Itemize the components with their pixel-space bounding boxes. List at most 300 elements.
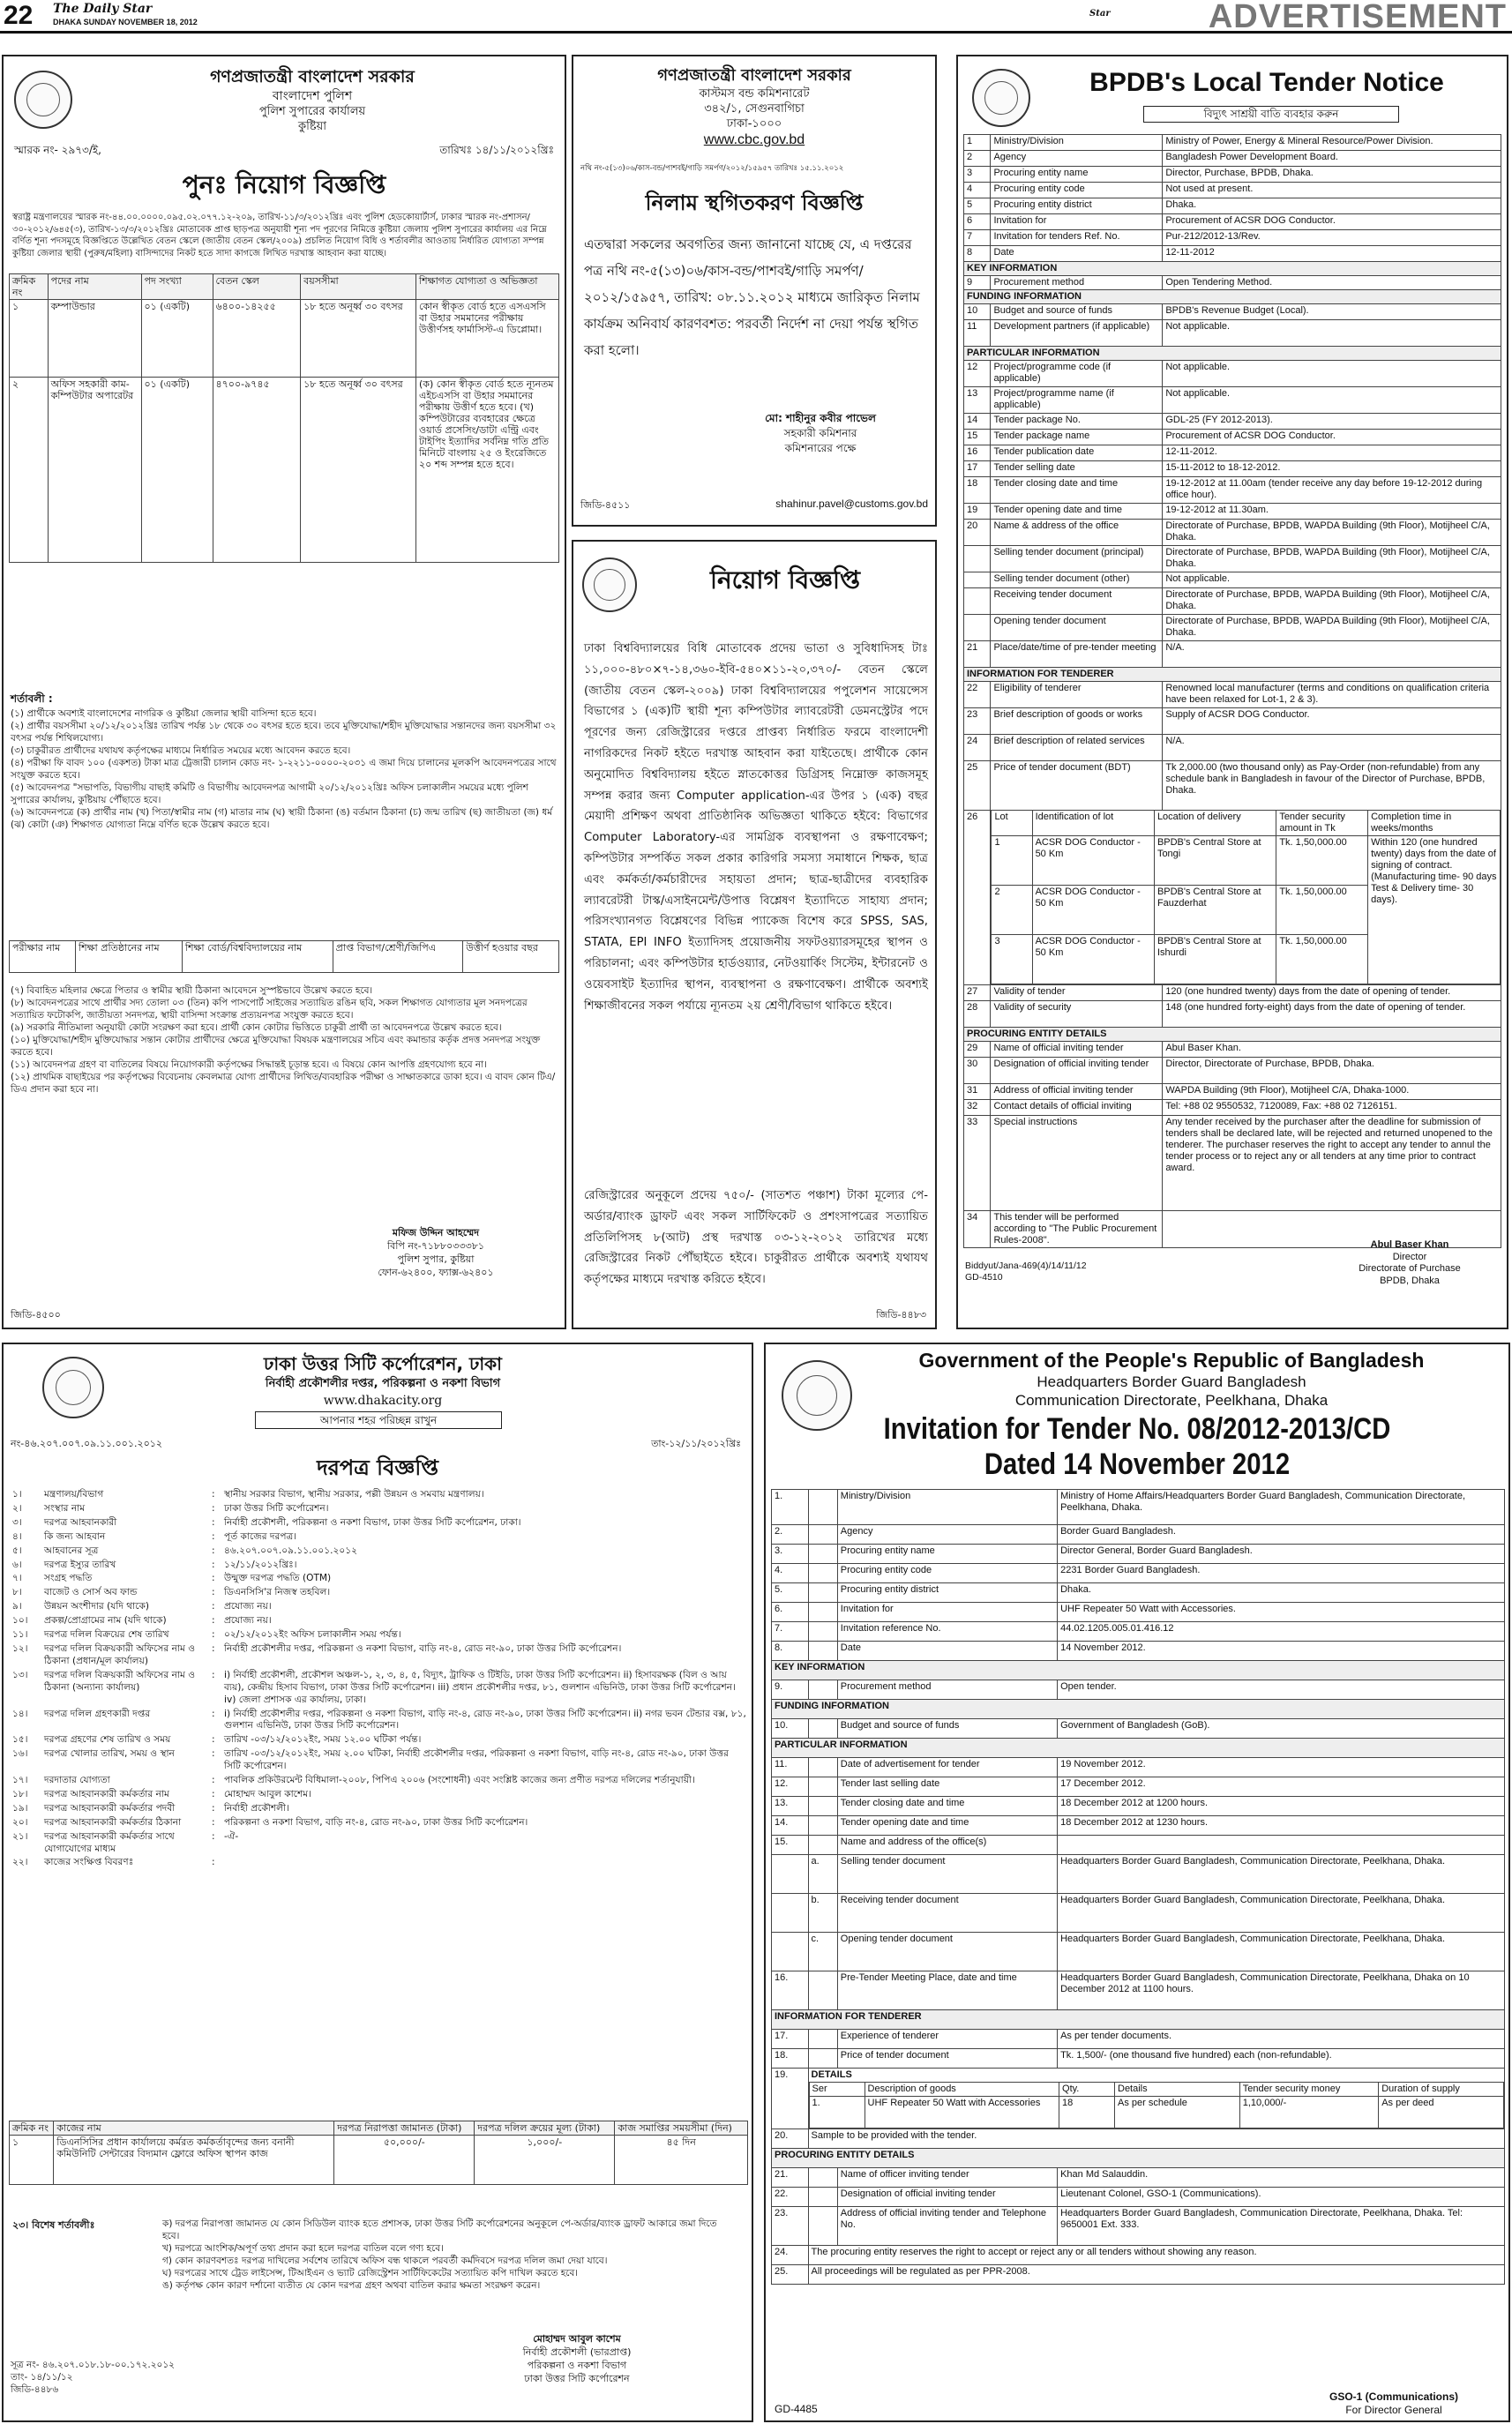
table-row bbox=[964, 151, 1501, 167]
cell: 16. bbox=[772, 1971, 809, 2010]
cell: 8. bbox=[772, 1642, 809, 1661]
bpdb-ref1: Biddyut/Jana-469(4)/14/11/12 bbox=[965, 1261, 1087, 1271]
cell: Description of goods bbox=[865, 2083, 1059, 2097]
item-no: ১২। bbox=[12, 1642, 28, 1654]
section-label: INFORMATION FOR TENDERER bbox=[964, 668, 1501, 682]
cell: Pre-Tender Meeting Place, date and time bbox=[837, 1971, 1057, 2010]
cell: 27 bbox=[964, 985, 991, 1001]
cell: 17 December 2012. bbox=[1058, 1777, 1505, 1797]
cell bbox=[808, 2188, 837, 2207]
cell: শিক্ষা বোর্ড/বিশ্ববিদ্যালয়ের নাম bbox=[182, 941, 333, 973]
cell: 10 bbox=[964, 304, 991, 320]
item-label: দরপত্র দলিল গ্রহণকারী দপ্তর bbox=[44, 1708, 151, 1719]
cell: Receiving tender document bbox=[991, 588, 1163, 615]
cell: Director General, Border Guard Bangladesh. bbox=[1058, 1545, 1505, 1564]
cell: Agency bbox=[837, 1525, 1057, 1545]
bpdb-refs bbox=[965, 1261, 1087, 1283]
table-row bbox=[964, 214, 1501, 230]
cell: 17. bbox=[772, 2030, 809, 2049]
cell: Invitation for tenders Ref. No. bbox=[991, 230, 1163, 246]
police-conditions-2 bbox=[11, 984, 558, 1096]
section-row bbox=[772, 2010, 1505, 2030]
bpdb-logo-icon bbox=[972, 69, 1030, 127]
table-row bbox=[772, 1545, 1505, 1564]
cell bbox=[808, 1777, 837, 1797]
cell: 1,10,000/- bbox=[1239, 2097, 1378, 2128]
dncc-foot-ref: সূত্র নং- ৪৬.২০৭.০১৮.১৮-০০.১৭২.২০১২ bbox=[11, 2360, 175, 2370]
list-item bbox=[12, 1831, 746, 1856]
cell: Not applicable. bbox=[1163, 320, 1501, 347]
cell: 7. bbox=[772, 1622, 809, 1642]
list-item bbox=[12, 1857, 746, 1869]
cell: 6 bbox=[964, 214, 991, 230]
table-row bbox=[964, 985, 1501, 1001]
list-item: (১২) প্রাথমিক বাছাইয়ের পর কর্তৃপক্ষের বিবেচনায় কেবলমাত্র যোগ্য প্রার্থীদের লিখিত/ব্যবহারিক পরীক্ষা ও সাক্ষাতকারে ডাকা হবে। এ বাবদ কোন টিএ/ডিএ প্রদান করা হবে না। bbox=[11, 1072, 556, 1095]
list-item bbox=[12, 1601, 746, 1613]
list-item bbox=[12, 1803, 746, 1815]
cell: Dhaka. bbox=[1058, 1583, 1505, 1603]
cell: 3 bbox=[992, 935, 1032, 984]
cell: 19. bbox=[772, 2069, 809, 2129]
cell: 2. bbox=[772, 1525, 809, 1545]
cell: 9. bbox=[772, 1680, 809, 1700]
section-row bbox=[964, 290, 1501, 304]
police-title4: কুষ্টিয়া bbox=[297, 120, 327, 133]
bgb-title2: Headquarters Border Guard Bangladesh bbox=[1037, 1373, 1306, 1390]
item-value: পরিকল্পনা ও নকশা বিভাগ, বাড়ি নং-৪, রোড নং-৯০, ঢাকা উত্তর সিটি কর্পোরেশন। bbox=[224, 1816, 528, 1828]
cell: 2231 Border Guard Bangladesh. bbox=[1058, 1564, 1505, 1583]
police-col-4: বয়সসীমা bbox=[301, 274, 416, 300]
table-row bbox=[964, 414, 1501, 430]
cell: 5. bbox=[772, 1583, 809, 1603]
cell: Not applicable. bbox=[1163, 572, 1501, 588]
cell: Sample to be provided with the tender. bbox=[808, 2129, 1504, 2149]
cell: Ser bbox=[809, 2083, 865, 2097]
item-no: ২১। bbox=[12, 1830, 28, 1842]
list-item bbox=[12, 1775, 746, 1787]
bgb-signature bbox=[1288, 2390, 1500, 2417]
item-colon: : bbox=[212, 1489, 215, 1500]
ad-bpdb-tender bbox=[956, 55, 1508, 1329]
table-row bbox=[10, 2136, 748, 2185]
cell: 5 bbox=[964, 198, 991, 214]
cell: BPDB's Revenue Budget (Local). bbox=[1163, 304, 1501, 320]
table-row bbox=[992, 836, 1501, 886]
table-row bbox=[964, 320, 1501, 347]
cell: Procuring entity district bbox=[837, 1583, 1057, 1603]
cell: Directorate of Purchase, BPDB, WAPDA Building (9th Floor), Motijheel C/A, Dhaka. bbox=[1163, 520, 1501, 546]
police-memo: স্মারক নং- ২৯৭৩/ই, bbox=[14, 144, 101, 156]
cell: 148 (one hundred forty-eight) days from the date of opening of tender. bbox=[1163, 1001, 1501, 1028]
table-row bbox=[772, 2168, 1505, 2188]
signatory-name: মো: শাহীনুর কবীর পাভেল bbox=[765, 412, 876, 424]
customs-body: এতদ্বারা সকলের অবগতির জন্য জানানো যাচ্ছে যে, এ দপ্তরের পত্র নথি নং-৫(১৩)০৬/কাস-বন্ড/পাশবই/গাড়ি সমর্পণ/২০১২/১৫৯৫৭, তারিখ: ০৮.১১.২০১২ মাধ্যমে জারিকৃত নিলাম কার্যক্রম অনিবার্য কারণবশত: পরবর্তী নির্দেশ না দেয়া পর্যন্ত স্থগিত করা হলো। bbox=[584, 236, 920, 358]
signatory-line: পরিকল্পনা ও নকশা বিভাগ bbox=[527, 2360, 627, 2371]
item-colon: : bbox=[212, 1816, 215, 1828]
cell: ACSR DOG Conductor - 50 Km bbox=[1032, 886, 1154, 935]
table-row bbox=[964, 430, 1501, 445]
list-item bbox=[12, 1560, 746, 1572]
table-row bbox=[964, 477, 1501, 504]
item-no: ১৮। bbox=[12, 1788, 28, 1799]
cell bbox=[808, 2069, 1504, 2129]
cell bbox=[808, 1836, 837, 1855]
list-item bbox=[12, 1789, 746, 1801]
list-item: (৯) সরকারি নীতিমালা অনুযায়ী কোটা সংরক্ষণ করা হবে। প্রার্থী কোন কোটার ভিত্তিতে চাকুরী প্রার্থী তা আবেদনপত্রে উল্লেখ করতে হবে। bbox=[11, 1022, 502, 1033]
cell: 25 bbox=[964, 761, 991, 811]
list-item: গ) কোন কারণবশতঃ দরপত্র দাখিলের সর্বশেষ তারিখে অফিস বন্ধ থাকলে পরবর্তী কর্মদিবসে দরপত্র দলিল জমা দেয়া যাবে। bbox=[162, 2256, 608, 2266]
item-value: ঢাকা উত্তর সিটি কর্পোরেশন। bbox=[224, 1502, 329, 1514]
item-no: ৭। bbox=[12, 1573, 22, 1584]
table-row bbox=[964, 361, 1501, 387]
section-label: PROCURING ENTITY DETAILS bbox=[772, 2149, 1505, 2168]
item-value: i) নির্বাহী প্রকৌশলীর দপ্তর, পরিকল্পনা ও নকশা বিভাগ, বাড়ি নং-৪, রোড নং-৯০, ঢাকা উত্তর সিটি কর্পোরেশন। ii) নগর ভবন টেন্ডার বক্স, ৮১, গুলশান এভিনিউ, ঢাকা উত্তর সিটি কর্পোরেশন। bbox=[224, 1708, 746, 1732]
ad-police-recruitment bbox=[2, 55, 566, 1329]
cell bbox=[808, 1758, 837, 1777]
table-row bbox=[964, 276, 1501, 290]
section-label: FUNDING INFORMATION bbox=[772, 1700, 1505, 1719]
table-row bbox=[772, 1797, 1505, 1816]
list-item bbox=[12, 1489, 746, 1501]
dncc-website[interactable]: www.dhakacity.org bbox=[323, 1394, 443, 1408]
dncc-logo-icon bbox=[42, 1357, 104, 1418]
ad-dncc-tender bbox=[2, 1343, 753, 2422]
table-row bbox=[964, 641, 1501, 668]
cell: Experience of tenderer bbox=[837, 2030, 1057, 2049]
item-value: ০২/১২/২০১২ইং অফিস চলাকালীন সময় পর্যন্ত। bbox=[224, 1629, 401, 1641]
item-no: ৪। bbox=[12, 1530, 22, 1542]
table-row bbox=[964, 246, 1501, 262]
cell bbox=[808, 1525, 837, 1545]
cell: 22 bbox=[964, 682, 991, 708]
cell: Directorate of Purchase, BPDB, WAPDA Building (9th Floor), Motijheel C/A, Dhaka. bbox=[1163, 546, 1501, 572]
ad-bgb-tender bbox=[764, 1343, 1510, 2422]
item-value: ১২/১১/২০১২খ্রিঃ। bbox=[224, 1559, 297, 1570]
cell: 20 bbox=[964, 520, 991, 546]
cell: Tk 2,000.00 (two thousand only) as Pay-Order (non-refundable) from any schedule bank in Bangladesh in favour of the Director of Purchase, BPDB, Dhaka. bbox=[1163, 761, 1501, 811]
cell bbox=[808, 2030, 837, 2049]
cell bbox=[808, 1564, 837, 1583]
star-mark: Star bbox=[1089, 9, 1111, 19]
cell: ৪৭০০-৯৭৪৫ bbox=[213, 378, 301, 563]
cell: Completion time in weeks/months bbox=[1368, 811, 1501, 836]
cell: 2 bbox=[964, 151, 991, 167]
item-value: প্রযোজ্য নয়। bbox=[224, 1615, 272, 1627]
item-value: পাবলিক প্রকিউরমেন্ট বিধিমালা-২০০৮, পিপিএ ২০০৬ (সংশোধনী) এবং সংশ্লিষ্ট কাজের জন্য প্রণীত দরপত্র দলিলের শর্তানুযায়ী। bbox=[224, 1775, 695, 1786]
page-header bbox=[0, 0, 1512, 34]
du-gd-ref: জিডি-৪৪৮৩ bbox=[876, 1309, 926, 1320]
cell: 21. bbox=[772, 2168, 809, 2188]
table-row bbox=[964, 572, 1501, 588]
cell: Opening tender document bbox=[837, 1933, 1057, 1971]
section-row bbox=[772, 1661, 1505, 1680]
signatory-name: মফিজ উদ্দিন আহম্মেদ bbox=[392, 1227, 480, 1238]
table-row bbox=[964, 461, 1501, 477]
cell: 10. bbox=[772, 1719, 809, 1739]
customs-website[interactable]: www.cbc.gov.bd bbox=[703, 132, 805, 147]
police-col-5: শিক্ষাগত যোগ্যতা ও অভিজ্ঞতা bbox=[416, 274, 559, 300]
cell bbox=[808, 1583, 837, 1603]
table-row bbox=[964, 445, 1501, 461]
cell: Special instructions bbox=[991, 1116, 1163, 1211]
item-value: নির্বাহী প্রকৌশলী, পরিকল্পনা ও নকশা বিভাগ, ঢাকা উত্তর সিটি কর্পোরেশন, ঢাকা। bbox=[224, 1516, 521, 1528]
cell: Budget and source of funds bbox=[991, 304, 1163, 320]
item-no: ৫। bbox=[12, 1545, 22, 1556]
table-row bbox=[772, 1933, 1505, 1971]
police-title3: পুলিশ সুপারের কার্যালয় bbox=[258, 105, 366, 118]
table-row bbox=[964, 708, 1501, 735]
cell: 29 bbox=[964, 1042, 991, 1058]
item-value: মোহাম্মদ আবুল কাশেম। bbox=[224, 1788, 311, 1799]
du-logo-icon bbox=[582, 557, 637, 612]
dncc-subtitle: নির্বাহী প্রকৌশলীর দপ্তর, পরিকল্পনা ও নকশা বিভাগ bbox=[265, 1377, 501, 1390]
cell: BPDB's Central Store at Tongi bbox=[1154, 836, 1276, 886]
cell: Headquarters Border Guard Bangladesh, Communication Directorate, Peelkhana, Dhaka. bbox=[1058, 1894, 1505, 1933]
table-row bbox=[964, 682, 1501, 708]
cell: 16 bbox=[964, 445, 991, 461]
police-post-table bbox=[9, 273, 559, 563]
cell: Project/programme code (if applicable) bbox=[991, 361, 1163, 387]
police-signature bbox=[321, 1226, 550, 1279]
cell: Date bbox=[991, 246, 1163, 262]
cell: 21 bbox=[964, 641, 991, 668]
table-row bbox=[964, 1084, 1501, 1100]
cell: ৪৫ দিন bbox=[615, 2136, 748, 2185]
item-label: বাজেট ও সোর্স অব ফান্ড bbox=[44, 1587, 138, 1598]
cell: Renowned local manufacturer (terms and conditions on qualification criteria have been relaxed for Lot-1, 2 & 3). bbox=[1163, 682, 1501, 708]
cell: ১৮ হতে অনূর্ধ্ব ৩০ বৎসর bbox=[301, 300, 416, 378]
cell: 11. bbox=[772, 1758, 809, 1777]
item-no: ১৭। bbox=[12, 1775, 28, 1786]
cell: Location of delivery bbox=[1154, 811, 1276, 836]
cell: Tender selling date bbox=[991, 461, 1163, 477]
table-row bbox=[964, 183, 1501, 198]
customs-email[interactable]: shahinur.pavel@customs.gov.bd bbox=[775, 498, 928, 510]
item-label: মন্ত্রণালয়/বিভাগ bbox=[44, 1489, 104, 1500]
list-item bbox=[12, 1709, 746, 1733]
cell bbox=[964, 546, 991, 572]
item-label: দরপত্র আহবানকারী কর্মকর্তার ঠিকানা bbox=[44, 1816, 182, 1828]
list-item: (১০) মুক্তিযোদ্ধা/শহীদ মুক্তিযোদ্ধার সন্তান কোটার প্রার্থীদের ক্ষেত্রে মুক্তিযোদ্ধা বিষয়ক মন্ত্রণালয়ের সচিব এবং কমান্ডার কর্তৃক প্রদত্ত সনদপত্র সংযুক্ত করতে হবে। bbox=[11, 1035, 541, 1058]
table-row bbox=[964, 387, 1501, 414]
table-row bbox=[809, 2083, 1503, 2097]
cell: 26 bbox=[964, 811, 991, 985]
section-label: PROCURING ENTITY DETAILS bbox=[964, 1028, 1501, 1042]
item-value: ৪৬.২০৭.০০৭.০৯.১১.০০১.২০১২ bbox=[224, 1545, 357, 1556]
cell: 1. bbox=[772, 1490, 809, 1525]
table-row bbox=[964, 1001, 1501, 1028]
table-row bbox=[772, 1603, 1505, 1622]
cell bbox=[808, 1680, 837, 1700]
police-edu-table bbox=[9, 940, 559, 973]
cell: Procurement of ACSR DOG Conductor. bbox=[1163, 430, 1501, 445]
cell: Dhaka. bbox=[1163, 198, 1501, 214]
cell: 12-11-2012 bbox=[1163, 246, 1501, 262]
cell: Invitation reference No. bbox=[837, 1622, 1057, 1642]
cell: Tender package No. bbox=[991, 414, 1163, 430]
item-label: সংগ্রহ পদ্ধতি bbox=[44, 1573, 93, 1584]
item-label: দরপত্র দলিল বিক্রয়কারী অফিসের নাম ও ঠিকানা (প্রধান/মূল কার্যালয়) bbox=[44, 1642, 196, 1666]
cell: ১৮ হতে অনূর্ধ্ব ৩০ বৎসর bbox=[301, 378, 416, 563]
cell: Opening tender document bbox=[991, 615, 1163, 641]
signatory-line: ফোন-৬২৪০০, ফ্যাক্স-৬২৪০১ bbox=[378, 1267, 494, 1278]
cell: 14 bbox=[964, 414, 991, 430]
cell: Tender opening date and time bbox=[991, 504, 1163, 520]
item-colon: : bbox=[212, 1587, 215, 1598]
cell: কম্পাউন্ডার bbox=[48, 300, 141, 378]
cell: Selling tender document (other) bbox=[991, 572, 1163, 588]
list-item bbox=[12, 1748, 746, 1773]
du-body2: রেজিস্ট্রারের অনুকূলে প্রদেয় ৭৫০/- (সাতশত পঞ্চাশ) টাকা মূল্যের পে-অর্ডার/ব্যাংক ড্রাফট এবং সকল সার্টিফিকেট ও প্রশংসাপত্রের সত্যায়িত প্রতিলিপিসহ ৮(আট) প্রস্থ দরখাস্ত ০৩-১২-২০১২ তারিখের মধ্যে রেজিস্ট্রারের নিকট পৌঁছাইতে হইবে। চাকুরীরত প্রার্থীকে অবশ্যই যথাযথ কর্তৃপক্ষের মাধ্যমে দরখাস্ত করিতে হইবে। bbox=[584, 1189, 928, 1287]
cell: পরীক্ষার নাম bbox=[10, 941, 76, 973]
item-colon: : bbox=[212, 1830, 215, 1842]
dncc-items bbox=[12, 1489, 746, 1871]
cell: Khan Md Salauddin. bbox=[1058, 2168, 1505, 2188]
signatory-line: ঢাকা উত্তর সিটি কর্পোরেশন bbox=[524, 2373, 630, 2384]
cell: 33 bbox=[964, 1116, 991, 1211]
cell: 15 bbox=[964, 430, 991, 445]
section-title: ADVERTISEMENT bbox=[1208, 0, 1507, 35]
cell: Tk. 1,500/- (one thousand five hundred) each (non-refundable). bbox=[1058, 2049, 1505, 2069]
cell: 4 bbox=[964, 183, 991, 198]
cell: Not applicable. bbox=[1163, 387, 1501, 414]
cell: 19-12-2012 at 11.00am (tender receive any day before 19-12-2012 during office hour). bbox=[1163, 477, 1501, 504]
signatory-line: বিপি নং-৭১৮৮০৩৩৩৮১ bbox=[386, 1240, 485, 1252]
cell: As per tender documents. bbox=[1058, 2030, 1505, 2049]
table-row bbox=[992, 811, 1501, 836]
police-date: তারিখঃ ১৪/১১/২০১২খ্রিঃ bbox=[439, 144, 554, 156]
list-item bbox=[12, 1573, 746, 1585]
cell: 18 December 2012 at 1230 hours. bbox=[1058, 1816, 1505, 1836]
police-title1: গণপ্রজাতন্ত্রী বাংলাদেশ সরকার bbox=[210, 67, 415, 86]
cell: Open Tendering Method. bbox=[1163, 276, 1501, 290]
cell: Tk. 1,50,000.00 bbox=[1276, 836, 1368, 886]
cell bbox=[1058, 1836, 1505, 1855]
item-no: ১১। bbox=[12, 1629, 28, 1641]
cell: 15. bbox=[772, 1836, 809, 1855]
item-no: ১৯। bbox=[12, 1802, 28, 1814]
cell: Headquarters Border Guard Bangladesh, Communication Directorate, Peelkhana, Dhaka. bbox=[1058, 1855, 1505, 1894]
dncc-date: তাং-১২/১১/২০১২খ্রিঃ bbox=[651, 1438, 741, 1449]
table-row bbox=[772, 1971, 1505, 2010]
cell: GDL-25 (FY 2012-2013). bbox=[1163, 414, 1501, 430]
cell: 34 bbox=[964, 1211, 991, 1248]
table-row bbox=[772, 2049, 1505, 2069]
section-row bbox=[964, 262, 1501, 276]
cell: Tk. 1,50,000.00 bbox=[1276, 886, 1368, 935]
cell: 14. bbox=[772, 1816, 809, 1836]
table-row bbox=[964, 546, 1501, 572]
item-label: দরপত্র খোলার তারিখ, সময় ও স্থান bbox=[44, 1748, 175, 1760]
cell: 13 bbox=[964, 387, 991, 414]
bgb-title3: Communication Directorate, Peelkhana, Dhaka bbox=[1014, 1392, 1329, 1409]
item-no: ৩। bbox=[12, 1516, 22, 1528]
cell: 12 bbox=[964, 361, 991, 387]
cell: Ministry/Division bbox=[837, 1490, 1057, 1525]
list-item: (৩) চাকুরীরত প্রার্থীদের যথাযথ কর্তৃপক্ষের মাধ্যমে নির্ধারিত সময়ের মধ্যে আবেদন করতে হবে। bbox=[11, 745, 351, 756]
item-value: i) নির্বাহী প্রকৌশলী, প্রকৌশল অঞ্চল-১, ২, ৩, ৪, ৫, বিদ্যুৎ, ট্রাফিক ও টিইডি, ঢাকা উত্তর সিটি কর্পোরেশন। ii) হিসাবরক্ষক (বিল ও আয় ব্যয়), কেন্দ্রীয় হিসাব বিভাগ, ঢাকা উত্তর সিটি কর্পোরেশন। iii) প্রধান প্রকৌশলীর দপ্তর, ৮১, গুলশান এভিনিউ, ঢাকা উত্তর সিটি কর্পোরেশন। iv) জেলা প্রশাসক এর কার্যালয়, ঢাকা। bbox=[224, 1669, 736, 1705]
cell: Ministry/Division bbox=[991, 135, 1163, 151]
cell: Director, Directorate of Purchase, BPDB, Dhaka. bbox=[1163, 1058, 1501, 1084]
bgb-heading2: Dated 14 November 2012 bbox=[984, 1448, 1291, 1481]
cell: Designation of official inviting tender bbox=[991, 1058, 1163, 1084]
cell bbox=[772, 1855, 809, 1894]
section-label: PARTICULAR INFORMATION bbox=[964, 347, 1501, 361]
item-colon: : bbox=[212, 1573, 215, 1584]
list-item bbox=[12, 1615, 746, 1627]
cell: Procurement method bbox=[991, 276, 1163, 290]
du-body: ঢাকা বিশ্ববিদ্যালয়ের বিধি মোতাবেক প্রদেয় ভাতা ও সুবিধাদিসহ টাঃ ১১,০০০-৪৮০×৭-১৪,৩৬০-ইবি-৫৪০×১১-২০,৩৭০/- বেতন স্কেলে (জাতীয় বেতন স্কেল-২০০৯) ঢাকা বিশ্ববিদ্যালয়ের পপুলেশন সায়েন্সেস বিভাগের ১ (এক)টি স্থায়ী শূন্য কম্পিউটার ল্যাবরেটরী ডেমনস্ট্রেটর পদে পূরণের জন্য রেজিস্ট্রারের দপ্তরে প্রাপ্তব্য নির্ধারিত ফরমে বাংলাদেশী নাগরিকদের নিকট হইতে দরখাস্ত আহবান করা যাইতেছে। প্রার্থীকে কোন অনুমোদিত বিশ্ববিদ্যালয় হইতে স্নাতকোত্তর ডিগ্রিসহ নিম্নোক্ত কাজসমূহ সম্পন্ন করার জন্য Computer application-এর উপর ১ (এক) বছর মেয়াদী প্রশিক্ষণ অথবা প্রাতিষ্ঠানিক অভিজ্ঞতা থাকিতে হইবে: বিভাগের Computer Laboratory-এর সামগ্রিক ব্যবস্থাপনা ও রক্ষণাবেক্ষণ; কম্পিউটার সম্পর্কিত সকল প্রকার কারিগরি সমস্যা সমাধানে শিক্ষক, ছাত্র এবং কর্মকর্তা/কর্মচারীদের সহায়তা প্রদান; ছাত্র-ছাত্রীদের ব্যবহারিক ল্যাবরেটরী টাস্ক/এসাইনমেন্ট/উপাত্ত বিশ্লেষণ ইত্যাদিতে সাহায্য প্রদান; পরিসংখ্যানগত বিশ্লেষণের বিভিন্ন প্যাকেজ বিশেষ করে SPSS, SAS, STATA, EPI INFO ইত্যাদিসহ প্রয়োজনীয় সফটওয়্যারসমূহের স্থাপন ও পরিচালনা; এবং কম্পিউটার হার্ডওয়্যার, নেটওয়ার্কিং সিস্টেম, ইন্টারনেট ও ওয়েবসাইট ইত্যাদির স্থাপন, ব্যবস্থাপনা ও রক্ষণাবেক্ষণ। প্রার্থীকে অবশ্যই শিক্ষাজীবনের সকল পর্যায়ে ন্যূনতম ২য় শ্রেণী/বিভাগ থাকিতে হইবে। bbox=[584, 642, 928, 1013]
item-colon: : bbox=[212, 1669, 215, 1680]
page-number: 22 bbox=[4, 1, 34, 30]
cell: Procuring entity name bbox=[991, 167, 1163, 183]
cell: ৫০,০০০/- bbox=[334, 2136, 475, 2185]
list-item bbox=[12, 1517, 746, 1530]
cell: অফিস সহকারী কাম-কম্পিউটার অপারেটর bbox=[48, 378, 141, 563]
table-row bbox=[772, 2246, 1505, 2265]
cell: Tender security amount in Tk bbox=[1276, 811, 1368, 836]
list-item: (৬) আবেদনপত্রে (ক) প্রার্থীর নাম (খ) পিতা/স্বামীর নাম (গ) মাতার নাম (ঘ) স্থায়ী ঠিকানা (ঙ) বর্তমান ঠিকানা (চ) জন্ম তারিখ (ছ) জাতীয়তা (জ) ধর্ম (ঝ) কোটা (ঞ) শিক্ষাগত যোগ্যতা নিম্নে বর্ণিত ছকে উল্লেখ করতে হবে। bbox=[11, 807, 553, 830]
cell: Procuring entity name bbox=[837, 1545, 1057, 1564]
cell: All proceedings will be regulated as per PPR-2008. bbox=[808, 2265, 1504, 2285]
table-row bbox=[964, 588, 1501, 615]
cell: Tender package name bbox=[991, 430, 1163, 445]
item-label: আহবানের সূত্র bbox=[44, 1545, 99, 1556]
cell: Invitation for bbox=[837, 1603, 1057, 1622]
list-item bbox=[12, 1734, 746, 1747]
cell: Bangladesh Power Development Board. bbox=[1163, 151, 1501, 167]
list-item: ঘ) দরপত্রের সাথে ট্রেড লাইসেন্স, টিআইএন ও ভ্যাট রেজিস্ট্রেশন সার্টিফিকেটের সত্যায়িত কপি দাখিল করতে হবে। bbox=[162, 2268, 579, 2278]
dncc-title: ঢাকা উত্তর সিটি কর্পোরেশন, ঢাকা bbox=[264, 1353, 502, 1374]
bgb-heading1: Invitation for Tender No. 08/2012-2013/CD bbox=[883, 1412, 1391, 1446]
list-item: ক) দরপত্র নিরাপত্তা জামানত যে কোন সিডিউল ব্যাংক হতে প্রশাসক, ঢাকা উত্তর সিটি কর্পোরেশনের অনুকূলে পে-অর্ডার/ব্যাংক ড্রাফট আকারে জমা দিতে হবে। bbox=[162, 2218, 717, 2241]
cell: Supply of ACSR DOG Conductor. bbox=[1163, 708, 1501, 735]
cell: Headquarters Border Guard Bangladesh, Communication Directorate, Peelkhana, Dhaka. bbox=[1058, 1933, 1505, 1971]
table-row bbox=[964, 135, 1501, 151]
cell: Procuring entity code bbox=[991, 183, 1163, 198]
cell bbox=[964, 615, 991, 641]
cell: 25. bbox=[772, 2265, 809, 2285]
cell: Budget and source of funds bbox=[837, 1719, 1057, 1739]
cell: Name & address of the office bbox=[991, 520, 1163, 546]
bpdb-slogan: বিদ্যুৎ সাশ্রয়ী বাতি ব্যবহার করুন bbox=[1143, 106, 1399, 123]
section-row bbox=[964, 1028, 1501, 1042]
list-item: (৮) আবেদনপত্রের সাথে প্রার্থীর সদ্য তোলা ০৩ (তিন) কপি পাসপোর্ট সাইজের সত্যায়িত রঙিন ছবি, সকল শিক্ষাগত যোগ্যতার মূল সনদপত্রের সত্যায়িত ফটোকপি, জাতীয়তা সনদপত্র, স্থায়ী বাসিন্দা সংক্রান্ত প্রত্যয়নপত্র সংযুক্ত করতে হবে। bbox=[11, 998, 528, 1021]
item-colon: : bbox=[212, 1788, 215, 1799]
item-colon: : bbox=[212, 1802, 215, 1814]
cell: কাজের নাম bbox=[54, 2121, 334, 2136]
signatory-line: BPDB, Dhaka bbox=[1380, 1275, 1440, 1286]
dncc-memo: নং-৪৬.২০৭.০০৭.০৯.১১.০০১.২০১২ bbox=[11, 1438, 163, 1449]
list-item bbox=[12, 1545, 746, 1558]
dncc-signature bbox=[445, 2332, 709, 2385]
masthead: The Daily Star bbox=[53, 2, 153, 16]
cell: 18 bbox=[964, 477, 991, 504]
cell: 1. bbox=[809, 2097, 865, 2128]
cell: 1 bbox=[964, 135, 991, 151]
cell: ACSR DOG Conductor - 50 Km bbox=[1032, 935, 1154, 984]
dncc-special bbox=[162, 2218, 736, 2292]
item-label: দরপত্র আহবানকারী bbox=[44, 1516, 117, 1528]
cell: Lot bbox=[992, 811, 1032, 836]
item-label: দরপত্র দলিল বিক্রয়কারী অফিসের নাম ও ঠিকানা (অন্যান্য কার্যালয়) bbox=[44, 1669, 196, 1693]
bpdb-signature bbox=[1321, 1239, 1498, 1287]
cell: ১ bbox=[10, 2136, 54, 2185]
cell: Not used at present. bbox=[1163, 183, 1501, 198]
cell: 19 November 2012. bbox=[1058, 1758, 1505, 1777]
cell: Director, Purchase, BPDB, Dhaka. bbox=[1163, 167, 1501, 183]
dncc-work-table bbox=[9, 2121, 748, 2185]
